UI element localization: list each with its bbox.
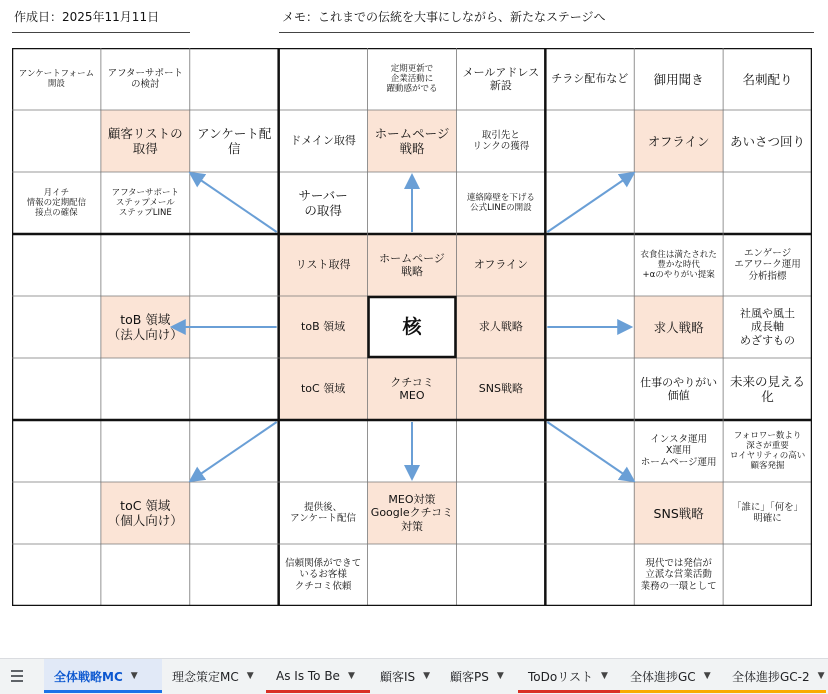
sheet-tab[interactable] (620, 659, 722, 693)
cell-text: 月イチ 情報の定期配信 接点の確保 (26, 187, 87, 219)
cell-text: サーバー の取得 (298, 188, 348, 218)
sheet-tab-bar (0, 658, 828, 694)
grid-cell-r4-c2[interactable] (190, 296, 279, 358)
cell-text: アンケート配信 (197, 126, 272, 156)
grid-cell-r8-c7[interactable] (634, 544, 723, 606)
sheet-tab-label: 全体進捗GC-2 (732, 669, 810, 684)
grid-cell-r0-c6[interactable] (545, 48, 634, 110)
all-sheets-menu-icon[interactable] (6, 665, 28, 687)
grid-cell-r5-c0[interactable] (12, 358, 101, 420)
cell-text: リスト取得 (295, 258, 351, 272)
grid-cell-r8-c6[interactable] (545, 544, 634, 606)
grid-cell-r8-c1[interactable] (101, 544, 190, 606)
tab-dropdown-icon[interactable]: ▼ (600, 671, 608, 681)
cell-text: オフライン (473, 258, 529, 272)
sheet-tab-label: 全体進捗GC (630, 669, 696, 684)
grid-cell-r5-c3[interactable] (279, 358, 368, 420)
grid-cell-r7-c4[interactable] (368, 482, 457, 544)
memo-text: メモ：これまでの伝統を大事にしながら、新たなステージへ (282, 10, 606, 24)
tab-dropdown-icon[interactable]: ▼ (496, 671, 504, 681)
grid-cell-r0-c0[interactable] (12, 48, 101, 110)
grid-cell-r7-c1[interactable] (101, 482, 190, 544)
grid-cell-r2-c5[interactable] (456, 172, 545, 234)
grid-cell-r0-c7[interactable] (634, 48, 723, 110)
grid-cell-r1-c5[interactable] (456, 110, 545, 172)
grid-cell-r1-c8[interactable] (723, 110, 812, 172)
cell-text: 社風や風土 成長軸 めざすもの (740, 307, 796, 347)
sheet-tab-label: 全体戦略MC (54, 669, 123, 684)
grid-cell-r7-c6[interactable] (545, 482, 634, 544)
grid-cell-r6-c5[interactable] (456, 420, 545, 482)
grid-cell-r2-c0[interactable] (12, 172, 101, 234)
cell-text: メールアドレス 新設 (462, 65, 540, 92)
tab-color-underline (518, 690, 620, 693)
grid-cell-r1-c6[interactable] (545, 110, 634, 172)
cell-text: 衣食住は満たされた 豊かな時代 +αのやりがい提案 (640, 249, 717, 281)
cell-text: 顧客リストの 取得 (107, 126, 183, 156)
grid-cell-r0-c2[interactable] (190, 48, 279, 110)
cell-text: toC 領域 (300, 382, 346, 396)
grid-cell-r3-c7[interactable] (634, 234, 723, 296)
cell-text: 定期更新で 企業活動に 躍動感がでる (386, 63, 438, 95)
sheet-tab[interactable] (722, 659, 826, 693)
core-cell[interactable] (368, 296, 457, 358)
grid-cell-r2-c7[interactable] (634, 172, 723, 234)
grid-cell-r3-c5[interactable] (456, 234, 545, 296)
grid-cell-r6-c3[interactable] (279, 420, 368, 482)
cell-text: フォロワー数より 深さが重要 ロイヤリティの高い 顧客発掘 (729, 430, 806, 472)
cell-text: 求人戦略 (478, 320, 523, 334)
grid-cell-r1-c0[interactable] (12, 110, 101, 172)
grid-cell-r4-c0[interactable] (12, 296, 101, 358)
cell-text: エンゲージ エアワーク運用 分析指標 (734, 247, 801, 282)
grid-cell-r0-c4[interactable] (368, 48, 457, 110)
grid-cell-r2-c3[interactable] (279, 172, 368, 234)
sheet-tab-label: 顧客IS (380, 669, 416, 684)
grid-cell-r6-c8[interactable] (723, 420, 812, 482)
cell-text: toB 領域 (301, 320, 346, 334)
cell-text: アフターサポート の検討 (107, 67, 183, 90)
created-date: 作成日：2025年11月11日 (14, 10, 160, 24)
grid-cell-r3-c3[interactable] (279, 234, 368, 296)
cell-text: ホームページ 戦略 (379, 251, 445, 278)
grid-cell-r4-c8[interactable] (723, 296, 812, 358)
tab-color-underline (620, 690, 722, 693)
tab-dropdown-icon[interactable]: ▼ (817, 671, 825, 681)
sheet-tab[interactable] (518, 659, 620, 693)
cell-text: クチコミ MEO (390, 375, 434, 402)
grid-cell-r5-c5[interactable] (456, 358, 545, 420)
grid-cell-r1-c4[interactable] (368, 110, 457, 172)
cell-text: 提供後、 アンケート配信 (290, 501, 357, 524)
grid-cell-r7-c3[interactable] (279, 482, 368, 544)
grid-cell-r1-c2[interactable] (190, 110, 279, 172)
grid-cell-r3-c8[interactable] (723, 234, 812, 296)
grid-cell-r8-c5[interactable] (456, 544, 545, 606)
grid-cell-r2-c2[interactable] (190, 172, 279, 234)
grid-cell-r5-c1[interactable] (101, 358, 190, 420)
grid-cell-r0-c5[interactable] (456, 48, 545, 110)
cell-text: 信頼関係ができて いるお客様 クチコミ依頼 (285, 557, 362, 592)
cell-text: toB 領域 （法人向け） (107, 312, 183, 342)
grid-cell-r2-c4[interactable] (368, 172, 457, 234)
grid-cell-r0-c8[interactable] (723, 48, 812, 110)
tab-dropdown-icon[interactable]: ▼ (347, 671, 355, 681)
cell-text: 御用聞き (653, 71, 704, 87)
cell-text: チラシ配布など (551, 72, 629, 86)
grid-cell-r7-c5[interactable] (456, 482, 545, 544)
cell-text: 核 (402, 315, 422, 338)
grid-cell-r8-c8[interactable] (723, 544, 812, 606)
sheet-tab-label: 理念策定MC (172, 669, 239, 684)
tab-dropdown-icon[interactable]: ▼ (130, 671, 138, 681)
grid-cell-r4-c1[interactable] (101, 296, 190, 358)
grid-cell-r0-c1[interactable] (101, 48, 190, 110)
sheet-tab-label: 顧客PS (450, 669, 489, 684)
cell-text: 取引先と リンクの獲得 (472, 129, 530, 152)
grid-cell-r8-c4[interactable] (368, 544, 457, 606)
grid-cell-r3-c4[interactable] (368, 234, 457, 296)
grid-cell-r3-c2[interactable] (190, 234, 279, 296)
tab-dropdown-icon[interactable]: ▼ (246, 671, 254, 681)
date-underline (12, 32, 190, 33)
grid-cell-r5-c7[interactable] (634, 358, 723, 420)
grid-cell-r8-c3[interactable] (279, 544, 368, 606)
cell-text: アフターサポート ステップメール ステップLINE (111, 187, 180, 219)
grid-cell-r3-c1[interactable] (101, 234, 190, 296)
sheet-tab[interactable] (266, 659, 370, 693)
cell-text: ドメイン取得 (290, 134, 356, 148)
sheet-tab[interactable] (44, 659, 162, 693)
grid-cell-r8-c0[interactable] (12, 544, 101, 606)
grid-cell-r3-c0[interactable] (12, 234, 101, 296)
grid-cell-r4-c3[interactable] (279, 296, 368, 358)
grid-cell-r4-c6[interactable] (545, 296, 634, 358)
cell-text: インスタ運用 X運用 ホームページ運用 (640, 433, 717, 468)
grid-cell-r7-c2[interactable] (190, 482, 279, 544)
grid-cell-r5-c6[interactable] (545, 358, 634, 420)
grid-cell-r5-c4[interactable] (368, 358, 457, 420)
tab-color-underline (722, 690, 826, 693)
grid-cell-r7-c8[interactable] (723, 482, 812, 544)
grid-cell-r5-c8[interactable] (723, 358, 812, 420)
cell-text: オフライン (647, 133, 710, 149)
grid-cell-r6-c7[interactable] (634, 420, 723, 482)
grid-cell-r2-c8[interactable] (723, 172, 812, 234)
cell-text: 連絡障壁を下げる 公式LINEの開設 (466, 192, 535, 213)
grid-cell-r6-c1[interactable] (101, 420, 190, 482)
tab-dropdown-icon[interactable]: ▼ (423, 671, 431, 681)
grid-cell-r6-c0[interactable] (12, 420, 101, 482)
sheet-tab-label: As Is To Be (276, 669, 340, 683)
grid-cell-r3-c6[interactable] (545, 234, 634, 296)
grid-cell-r4-c5[interactable] (456, 296, 545, 358)
grid-cell-r1-c1[interactable] (101, 110, 190, 172)
cell-text: SNS戦略 (653, 505, 704, 521)
grid-cell-r6-c2[interactable] (190, 420, 279, 482)
memo-underline (279, 32, 814, 33)
tab-color-underline (266, 690, 370, 693)
cell-text: アンケートフォーム 開設 (18, 68, 95, 89)
grid-cell-r7-c7[interactable] (634, 482, 723, 544)
grid-cell-r5-c2[interactable] (190, 358, 279, 420)
grid-cell-r1-c7[interactable] (634, 110, 723, 172)
cell-text: MEO対策 Googleクチコミ 対策 (370, 493, 454, 533)
tab-dropdown-icon[interactable]: ▼ (703, 671, 711, 681)
cell-text: SNS戦略 (478, 382, 523, 396)
grid-cell-r7-c0[interactable] (12, 482, 101, 544)
grid-cell-r8-c2[interactable] (190, 544, 279, 606)
mandala-chart-grid (12, 48, 812, 606)
cell-text: toC 領域 （個人向け） (107, 498, 183, 528)
cell-text: 現代では発信が 立派な営業活動 業務の一環として (640, 557, 717, 592)
grid-cell-r0-c3[interactable] (279, 48, 368, 110)
sheet-tab[interactable] (440, 659, 518, 693)
grid-cell-r1-c3[interactable] (279, 110, 368, 172)
cell-text: あいさつ回り (730, 133, 806, 149)
grid-cell-r4-c7[interactable] (634, 296, 723, 358)
grid-cell-r6-c4[interactable] (368, 420, 457, 482)
cell-text: 仕事のやりがい 価値 (640, 375, 718, 402)
tab-color-underline (44, 690, 162, 693)
cell-text: 「誰に」「何を」 明確に (731, 501, 804, 524)
sheet-tab[interactable] (162, 659, 266, 693)
cell-text: 未来の見える化 (730, 374, 806, 404)
sheet-tab-label: ToDoリスト (528, 669, 593, 684)
cell-text: 名刺配り (742, 71, 793, 87)
grid-cell-r2-c6[interactable] (545, 172, 634, 234)
grid-cell-r2-c1[interactable] (101, 172, 190, 234)
grid-cell-r6-c6[interactable] (545, 420, 634, 482)
cell-text: 求人戦略 (653, 319, 704, 335)
cell-text: ホームページ 戦略 (374, 126, 450, 156)
sheet-tab[interactable] (370, 659, 440, 693)
